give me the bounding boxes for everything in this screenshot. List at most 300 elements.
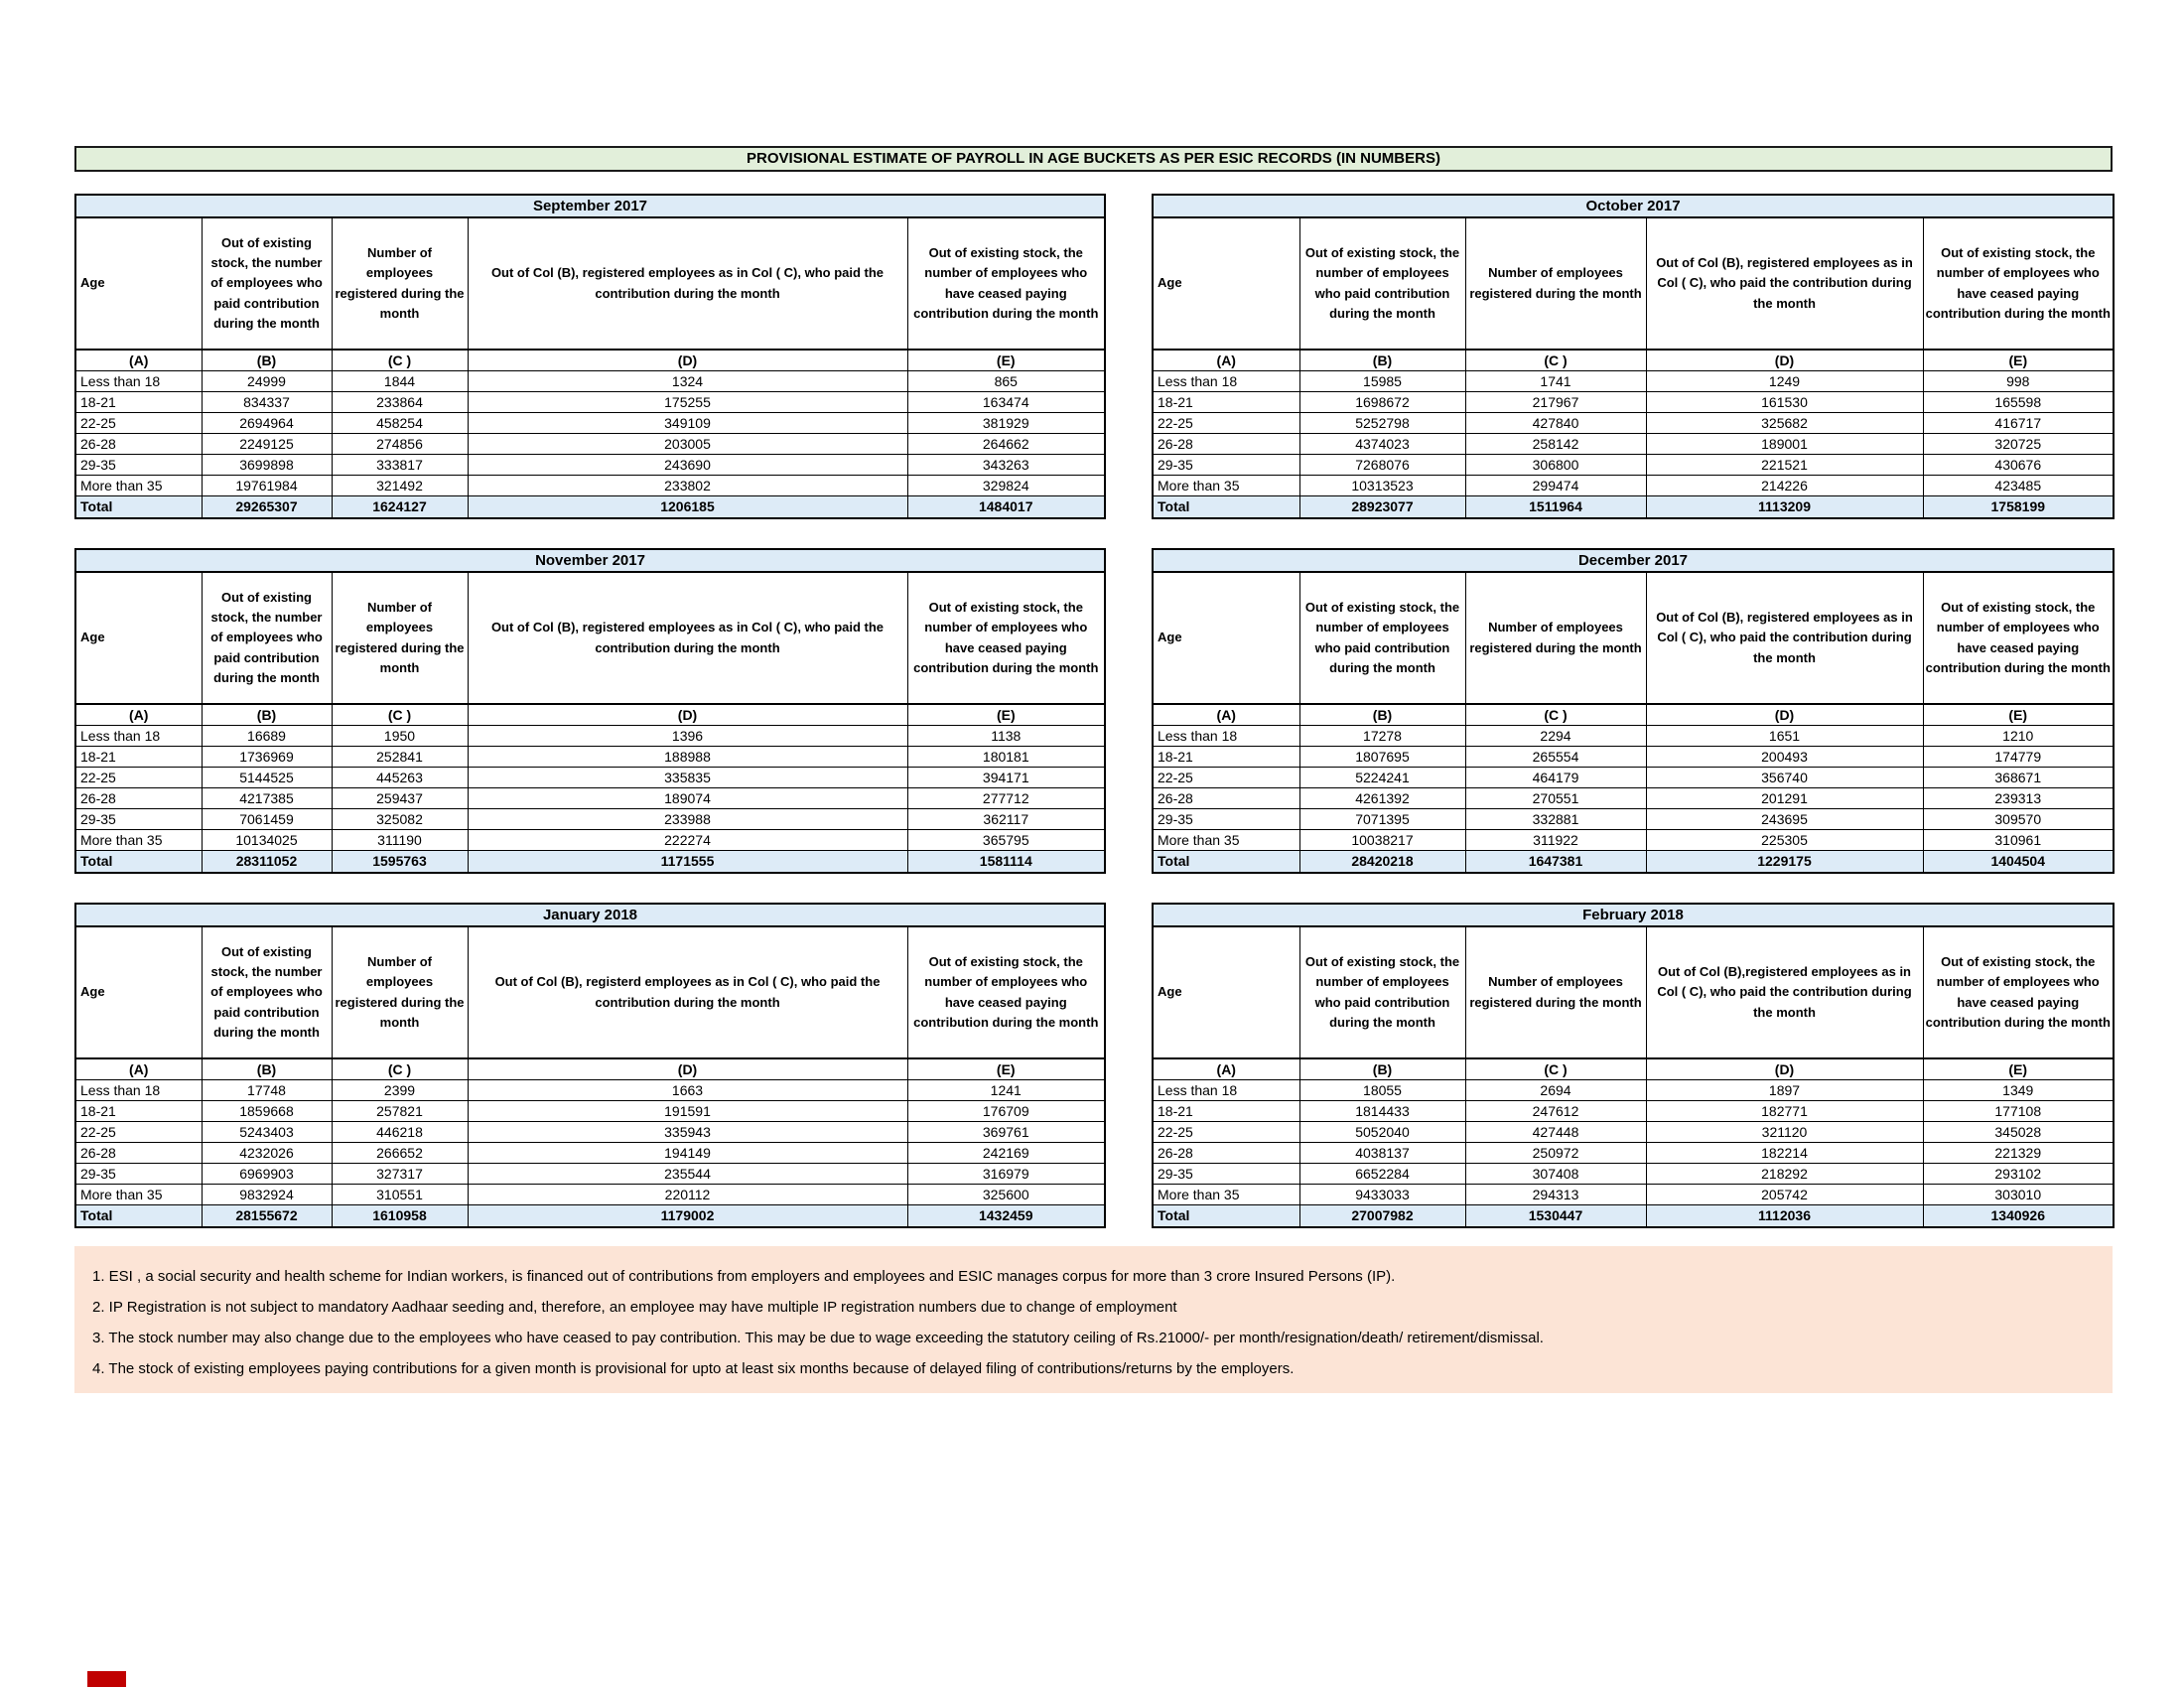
column-header-a: Age <box>75 217 202 350</box>
value-cell: 24999 <box>202 370 332 391</box>
age-cell: 26-28 <box>1153 433 1299 454</box>
value-cell: 310961 <box>1923 829 2114 850</box>
column-letter-d: (D) <box>468 1058 907 1079</box>
month-row <box>75 549 1105 572</box>
tables-grid <box>74 194 2116 1228</box>
value-cell: 7071395 <box>1299 808 1465 829</box>
age-cell: 29-35 <box>75 808 202 829</box>
value-cell: 335835 <box>468 767 907 787</box>
table-february-2018 <box>1152 903 2115 1228</box>
value-cell: 2694964 <box>202 412 332 433</box>
age-cell: 26-28 <box>75 787 202 808</box>
value-cell: 222274 <box>468 829 907 850</box>
column-header-e: Out of existing stock, the number of employees who have ceased paying contribution during the month <box>907 572 1105 704</box>
age-cell: 29-35 <box>75 454 202 475</box>
month-row <box>75 195 1105 217</box>
data-row <box>1153 1142 2114 1163</box>
month-title: October 2017 <box>1153 195 2114 217</box>
note-line-3: 3. The stock number may also change due to the employees who have ceased to pay contribution. This may be due to wage exceeding the statutory ceiling of Rs.21000/- per month/resignation/death/ retirement/dismissal. <box>92 1330 1544 1346</box>
letters-row <box>1153 704 2114 725</box>
age-cell: More than 35 <box>1153 829 1299 850</box>
value-cell: 243690 <box>468 454 907 475</box>
column-header-d: Out of Col (B), registerd employees as in Col ( C), who paid the contribution during the month <box>468 926 907 1058</box>
total-row <box>1153 850 2114 873</box>
age-cell: 18-21 <box>1153 746 1299 767</box>
month-title: September 2017 <box>75 195 1105 217</box>
data-row <box>1153 370 2114 391</box>
data-row <box>1153 1184 2114 1204</box>
column-header-e: Out of existing stock, the number of employees who have ceased paying contribution during the month <box>907 926 1105 1058</box>
value-cell: 177108 <box>1923 1100 2114 1121</box>
total-value: 1610958 <box>332 1204 468 1227</box>
column-header-c: Number of employees registered during the month <box>332 217 468 350</box>
value-cell: 327317 <box>332 1163 468 1184</box>
value-cell: 10313523 <box>1299 475 1465 495</box>
value-cell: 174779 <box>1923 746 2114 767</box>
total-value: 1595763 <box>332 850 468 873</box>
age-cell: 18-21 <box>75 391 202 412</box>
value-cell: 277712 <box>907 787 1105 808</box>
total-value: 28311052 <box>202 850 332 873</box>
total-value: 1624127 <box>332 495 468 518</box>
value-cell: 1349 <box>1923 1079 2114 1100</box>
column-letter-d: (D) <box>1646 1058 1923 1079</box>
value-cell: 1859668 <box>202 1100 332 1121</box>
month-title: November 2017 <box>75 549 1105 572</box>
age-cell: 29-35 <box>1153 808 1299 829</box>
age-cell: Less than 18 <box>1153 1079 1299 1100</box>
column-letter-a: (A) <box>1153 350 1299 370</box>
value-cell: 394171 <box>907 767 1105 787</box>
value-cell: 182214 <box>1646 1142 1923 1163</box>
data-row <box>75 370 1105 391</box>
data-row <box>75 412 1105 433</box>
total-value: 28155672 <box>202 1204 332 1227</box>
value-cell: 243695 <box>1646 808 1923 829</box>
column-header-e: Out of existing stock, the number of employees who have ceased paying contribution during the month <box>907 217 1105 350</box>
value-cell: 17278 <box>1299 725 1465 746</box>
total-value: 29265307 <box>202 495 332 518</box>
total-value: 1112036 <box>1646 1204 1923 1227</box>
value-cell: 430676 <box>1923 454 2114 475</box>
data-row <box>75 475 1105 495</box>
value-cell: 163474 <box>907 391 1105 412</box>
value-cell: 10038217 <box>1299 829 1465 850</box>
value-cell: 427448 <box>1465 1121 1646 1142</box>
data-row <box>75 787 1105 808</box>
data-row <box>75 454 1105 475</box>
value-cell: 329824 <box>907 475 1105 495</box>
column-letter-c: (C ) <box>1465 350 1646 370</box>
value-cell: 220112 <box>468 1184 907 1204</box>
column-letter-a: (A) <box>75 1058 202 1079</box>
value-cell: 217967 <box>1465 391 1646 412</box>
column-letter-a: (A) <box>75 350 202 370</box>
month-row <box>75 904 1105 926</box>
note-line-4: 4. The stock of existing employees paying contributions for a given month is provisional for upto at least six months because of delayed filing of contributions/returns by the employers. <box>92 1360 1295 1377</box>
value-cell: 306800 <box>1465 454 1646 475</box>
value-cell: 1807695 <box>1299 746 1465 767</box>
value-cell: 7268076 <box>1299 454 1465 475</box>
data-row <box>75 1121 1105 1142</box>
age-cell: More than 35 <box>75 829 202 850</box>
data-row <box>75 391 1105 412</box>
column-letter-e: (E) <box>907 350 1105 370</box>
value-cell: 1897 <box>1646 1079 1923 1100</box>
data-row <box>1153 475 2114 495</box>
value-cell: 270551 <box>1465 787 1646 808</box>
value-cell: 303010 <box>1923 1184 2114 1204</box>
column-letter-b: (B) <box>202 350 332 370</box>
value-cell: 7061459 <box>202 808 332 829</box>
header-row <box>75 926 1105 1058</box>
column-header-a: Age <box>1153 217 1299 350</box>
column-header-e: Out of existing stock, the number of employees who have ceased paying contribution during the month <box>1923 572 2114 704</box>
total-label: Total <box>1153 495 1299 518</box>
value-cell: 1396 <box>468 725 907 746</box>
total-value: 1511964 <box>1465 495 1646 518</box>
value-cell: 225305 <box>1646 829 1923 850</box>
column-letter-a: (A) <box>1153 704 1299 725</box>
column-header-b: Out of existing stock, the number of employees who paid contribution during the month <box>202 217 332 350</box>
header-row <box>75 217 1105 350</box>
value-cell: 445263 <box>332 767 468 787</box>
value-cell: 233802 <box>468 475 907 495</box>
letters-row <box>75 1058 1105 1079</box>
age-cell: 26-28 <box>75 1142 202 1163</box>
column-letter-e: (E) <box>907 1058 1105 1079</box>
note-line-2: 2. IP Registration is not subject to mandatory Aadhaar seeding and, therefore, an employee may have multiple IP registration numbers due to change of employment <box>92 1299 1177 1316</box>
column-letter-d: (D) <box>468 350 907 370</box>
value-cell: 321492 <box>332 475 468 495</box>
data-row <box>75 433 1105 454</box>
total-value: 1647381 <box>1465 850 1646 873</box>
month-row <box>1153 195 2114 217</box>
data-row <box>1153 767 2114 787</box>
value-cell: 258142 <box>1465 433 1646 454</box>
value-cell: 9832924 <box>202 1184 332 1204</box>
data-row <box>1153 1121 2114 1142</box>
value-cell: 1324 <box>468 370 907 391</box>
letters-row <box>1153 1058 2114 1079</box>
value-cell: 998 <box>1923 370 2114 391</box>
column-header-b: Out of existing stock, the number of employees who paid contribution during the month <box>1299 572 1465 704</box>
column-letter-b: (B) <box>1299 350 1465 370</box>
value-cell: 239313 <box>1923 787 2114 808</box>
age-cell: 18-21 <box>75 1100 202 1121</box>
total-value: 1581114 <box>907 850 1105 873</box>
value-cell: 233988 <box>468 808 907 829</box>
footnotes <box>74 1246 2113 1393</box>
column-header-b: Out of existing stock, the number of employees who paid contribution during the month <box>1299 926 1465 1058</box>
total-row <box>75 1204 1105 1227</box>
total-value: 1179002 <box>468 1204 907 1227</box>
data-row <box>75 1142 1105 1163</box>
total-label: Total <box>75 1204 202 1227</box>
age-cell: 18-21 <box>1153 391 1299 412</box>
value-cell: 309570 <box>1923 808 2114 829</box>
value-cell: 345028 <box>1923 1121 2114 1142</box>
value-cell: 1950 <box>332 725 468 746</box>
data-row <box>1153 746 2114 767</box>
age-cell: More than 35 <box>75 475 202 495</box>
value-cell: 252841 <box>332 746 468 767</box>
value-cell: 175255 <box>468 391 907 412</box>
value-cell: 356740 <box>1646 767 1923 787</box>
value-cell: 257821 <box>332 1100 468 1121</box>
value-cell: 325682 <box>1646 412 1923 433</box>
value-cell: 2694 <box>1465 1079 1646 1100</box>
value-cell: 299474 <box>1465 475 1646 495</box>
value-cell: 17748 <box>202 1079 332 1100</box>
letters-row <box>75 704 1105 725</box>
column-header-d: Out of Col (B), registered employees as in Col ( C), who paid the contribution during the month <box>1646 572 1923 704</box>
value-cell: 293102 <box>1923 1163 2114 1184</box>
total-row <box>1153 495 2114 518</box>
value-cell: 310551 <box>332 1184 468 1204</box>
value-cell: 446218 <box>332 1121 468 1142</box>
column-letter-c: (C ) <box>332 704 468 725</box>
total-value: 1484017 <box>907 495 1105 518</box>
column-header-a: Age <box>75 926 202 1058</box>
value-cell: 1736969 <box>202 746 332 767</box>
value-cell: 5052040 <box>1299 1121 1465 1142</box>
month-title: January 2018 <box>75 904 1105 926</box>
age-cell: 22-25 <box>1153 412 1299 433</box>
total-row <box>75 850 1105 873</box>
data-row <box>1153 454 2114 475</box>
column-header-c: Number of employees registered during the month <box>1465 572 1646 704</box>
age-cell: More than 35 <box>75 1184 202 1204</box>
value-cell: 294313 <box>1465 1184 1646 1204</box>
value-cell: 332881 <box>1465 808 1646 829</box>
value-cell: 307408 <box>1465 1163 1646 1184</box>
column-letter-d: (D) <box>468 704 907 725</box>
column-header-b: Out of existing stock, the number of employees who paid contribution during the month <box>1299 217 1465 350</box>
total-label: Total <box>75 495 202 518</box>
value-cell: 369761 <box>907 1121 1105 1142</box>
value-cell: 233864 <box>332 391 468 412</box>
value-cell: 320725 <box>1923 433 2114 454</box>
total-label: Total <box>75 850 202 873</box>
value-cell: 381929 <box>907 412 1105 433</box>
value-cell: 6969903 <box>202 1163 332 1184</box>
column-header-b: Out of existing stock, the number of employees who paid contribution during the month <box>202 926 332 1058</box>
value-cell: 1241 <box>907 1079 1105 1100</box>
value-cell: 235544 <box>468 1163 907 1184</box>
value-cell: 2399 <box>332 1079 468 1100</box>
value-cell: 333817 <box>332 454 468 475</box>
column-header-e: Out of existing stock, the number of employees who have ceased paying contribution during the month <box>1923 926 2114 1058</box>
age-cell: Less than 18 <box>1153 725 1299 746</box>
value-cell: 214226 <box>1646 475 1923 495</box>
value-cell: 1663 <box>468 1079 907 1100</box>
column-header-a: Age <box>1153 572 1299 704</box>
value-cell: 1698672 <box>1299 391 1465 412</box>
value-cell: 6652284 <box>1299 1163 1465 1184</box>
value-cell: 165598 <box>1923 391 2114 412</box>
data-row <box>1153 1163 2114 1184</box>
value-cell: 365795 <box>907 829 1105 850</box>
total-value: 27007982 <box>1299 1204 1465 1227</box>
header-row <box>1153 217 2114 350</box>
value-cell: 242169 <box>907 1142 1105 1163</box>
table-january-2018 <box>74 903 1106 1228</box>
value-cell: 218292 <box>1646 1163 1923 1184</box>
total-value: 28420218 <box>1299 850 1465 873</box>
value-cell: 321120 <box>1646 1121 1923 1142</box>
month-row <box>1153 904 2114 926</box>
column-letter-c: (C ) <box>332 350 468 370</box>
data-row <box>1153 787 2114 808</box>
value-cell: 16689 <box>202 725 332 746</box>
table-september-2017 <box>74 194 1106 519</box>
value-cell: 311922 <box>1465 829 1646 850</box>
value-cell: 349109 <box>468 412 907 433</box>
value-cell: 1844 <box>332 370 468 391</box>
value-cell: 191591 <box>468 1100 907 1121</box>
value-cell: 203005 <box>468 433 907 454</box>
data-row <box>1153 808 2114 829</box>
table-november-2017 <box>74 548 1106 874</box>
column-letter-e: (E) <box>907 704 1105 725</box>
value-cell: 15985 <box>1299 370 1465 391</box>
data-row <box>75 1184 1105 1204</box>
value-cell: 4217385 <box>202 787 332 808</box>
total-value: 1229175 <box>1646 850 1923 873</box>
value-cell: 368671 <box>1923 767 2114 787</box>
value-cell: 176709 <box>907 1100 1105 1121</box>
value-cell: 458254 <box>332 412 468 433</box>
value-cell: 335943 <box>468 1121 907 1142</box>
column-letter-b: (B) <box>202 704 332 725</box>
value-cell: 1210 <box>1923 725 2114 746</box>
total-label: Total <box>1153 1204 1299 1227</box>
value-cell: 194149 <box>468 1142 907 1163</box>
total-value: 1340926 <box>1923 1204 2114 1227</box>
red-marker <box>87 1671 126 1687</box>
month-title: February 2018 <box>1153 904 2114 926</box>
letters-row <box>75 350 1105 370</box>
age-cell: 22-25 <box>75 412 202 433</box>
value-cell: 5252798 <box>1299 412 1465 433</box>
column-letter-d: (D) <box>1646 704 1923 725</box>
data-row <box>75 1079 1105 1100</box>
note-line-1: 1. ESI , a social security and health scheme for Indian workers, is financed out of contributions from employers and employees and ESIC manages corpus for more than 3 crore Insured Persons (IP). <box>92 1268 1396 1285</box>
value-cell: 2249125 <box>202 433 332 454</box>
value-cell: 316979 <box>907 1163 1105 1184</box>
value-cell: 180181 <box>907 746 1105 767</box>
data-row <box>75 725 1105 746</box>
column-letter-e: (E) <box>1923 704 2114 725</box>
column-header-d: Out of Col (B), registered employees as in Col ( C), who paid the contribution during the month <box>468 217 907 350</box>
value-cell: 834337 <box>202 391 332 412</box>
column-letter-c: (C ) <box>332 1058 468 1079</box>
value-cell: 189074 <box>468 787 907 808</box>
value-cell: 5243403 <box>202 1121 332 1142</box>
value-cell: 4232026 <box>202 1142 332 1163</box>
value-cell: 182771 <box>1646 1100 1923 1121</box>
value-cell: 325600 <box>907 1184 1105 1204</box>
age-cell: 18-21 <box>75 746 202 767</box>
age-cell: 22-25 <box>75 1121 202 1142</box>
value-cell: 3699898 <box>202 454 332 475</box>
total-value: 1206185 <box>468 495 907 518</box>
value-cell: 188988 <box>468 746 907 767</box>
data-row <box>1153 1100 2114 1121</box>
column-header-a: Age <box>75 572 202 704</box>
column-header-c: Number of employees registered during the month <box>332 926 468 1058</box>
age-cell: More than 35 <box>1153 475 1299 495</box>
value-cell: 416717 <box>1923 412 2114 433</box>
column-header-a: Age <box>1153 926 1299 1058</box>
age-cell: More than 35 <box>1153 1184 1299 1204</box>
age-cell: 22-25 <box>1153 1121 1299 1142</box>
value-cell: 5144525 <box>202 767 332 787</box>
age-cell: 29-35 <box>1153 1163 1299 1184</box>
data-row <box>75 1163 1105 1184</box>
age-cell: 22-25 <box>75 767 202 787</box>
value-cell: 200493 <box>1646 746 1923 767</box>
column-letter-a: (A) <box>75 704 202 725</box>
column-header-c: Number of employees registered during the month <box>1465 926 1646 1058</box>
table-december-2017 <box>1152 548 2115 874</box>
value-cell: 266652 <box>332 1142 468 1163</box>
data-row <box>1153 1079 2114 1100</box>
value-cell: 325082 <box>332 808 468 829</box>
value-cell: 250972 <box>1465 1142 1646 1163</box>
value-cell: 4261392 <box>1299 787 1465 808</box>
column-letter-a: (A) <box>1153 1058 1299 1079</box>
value-cell: 1741 <box>1465 370 1646 391</box>
column-letter-c: (C ) <box>1465 704 1646 725</box>
value-cell: 464179 <box>1465 767 1646 787</box>
column-header-d: Out of Col (B), registered employees as in Col ( C), who paid the contribution during the month <box>468 572 907 704</box>
value-cell: 1138 <box>907 725 1105 746</box>
value-cell: 10134025 <box>202 829 332 850</box>
value-cell: 259437 <box>332 787 468 808</box>
data-row <box>1153 829 2114 850</box>
age-cell: 22-25 <box>1153 767 1299 787</box>
value-cell: 4038137 <box>1299 1142 1465 1163</box>
data-row <box>75 767 1105 787</box>
total-value: 1113209 <box>1646 495 1923 518</box>
age-cell: 26-28 <box>1153 787 1299 808</box>
page-title: PROVISIONAL ESTIMATE OF PAYROLL IN AGE BUCKETS AS PER ESIC RECORDS (IN NUMBERS) <box>74 146 2113 172</box>
column-header-d: Out of Col (B),registered employees as in Col ( C), who paid the contribution during the month <box>1646 926 1923 1058</box>
value-cell: 1651 <box>1646 725 1923 746</box>
total-value: 1530447 <box>1465 1204 1646 1227</box>
header-row <box>1153 572 2114 704</box>
data-row <box>75 829 1105 850</box>
header-row <box>1153 926 2114 1058</box>
age-cell: Less than 18 <box>75 370 202 391</box>
table-october-2017 <box>1152 194 2115 519</box>
age-cell: Less than 18 <box>75 1079 202 1100</box>
column-letter-d: (D) <box>1646 350 1923 370</box>
column-header-c: Number of employees registered during the month <box>1465 217 1646 350</box>
age-cell: 29-35 <box>75 1163 202 1184</box>
month-row <box>1153 549 2114 572</box>
data-row <box>1153 412 2114 433</box>
value-cell: 311190 <box>332 829 468 850</box>
column-header-c: Number of employees registered during the month <box>332 572 468 704</box>
age-cell: 18-21 <box>1153 1100 1299 1121</box>
value-cell: 4374023 <box>1299 433 1465 454</box>
data-row <box>75 1100 1105 1121</box>
column-letter-b: (B) <box>1299 1058 1465 1079</box>
age-cell: Less than 18 <box>1153 370 1299 391</box>
